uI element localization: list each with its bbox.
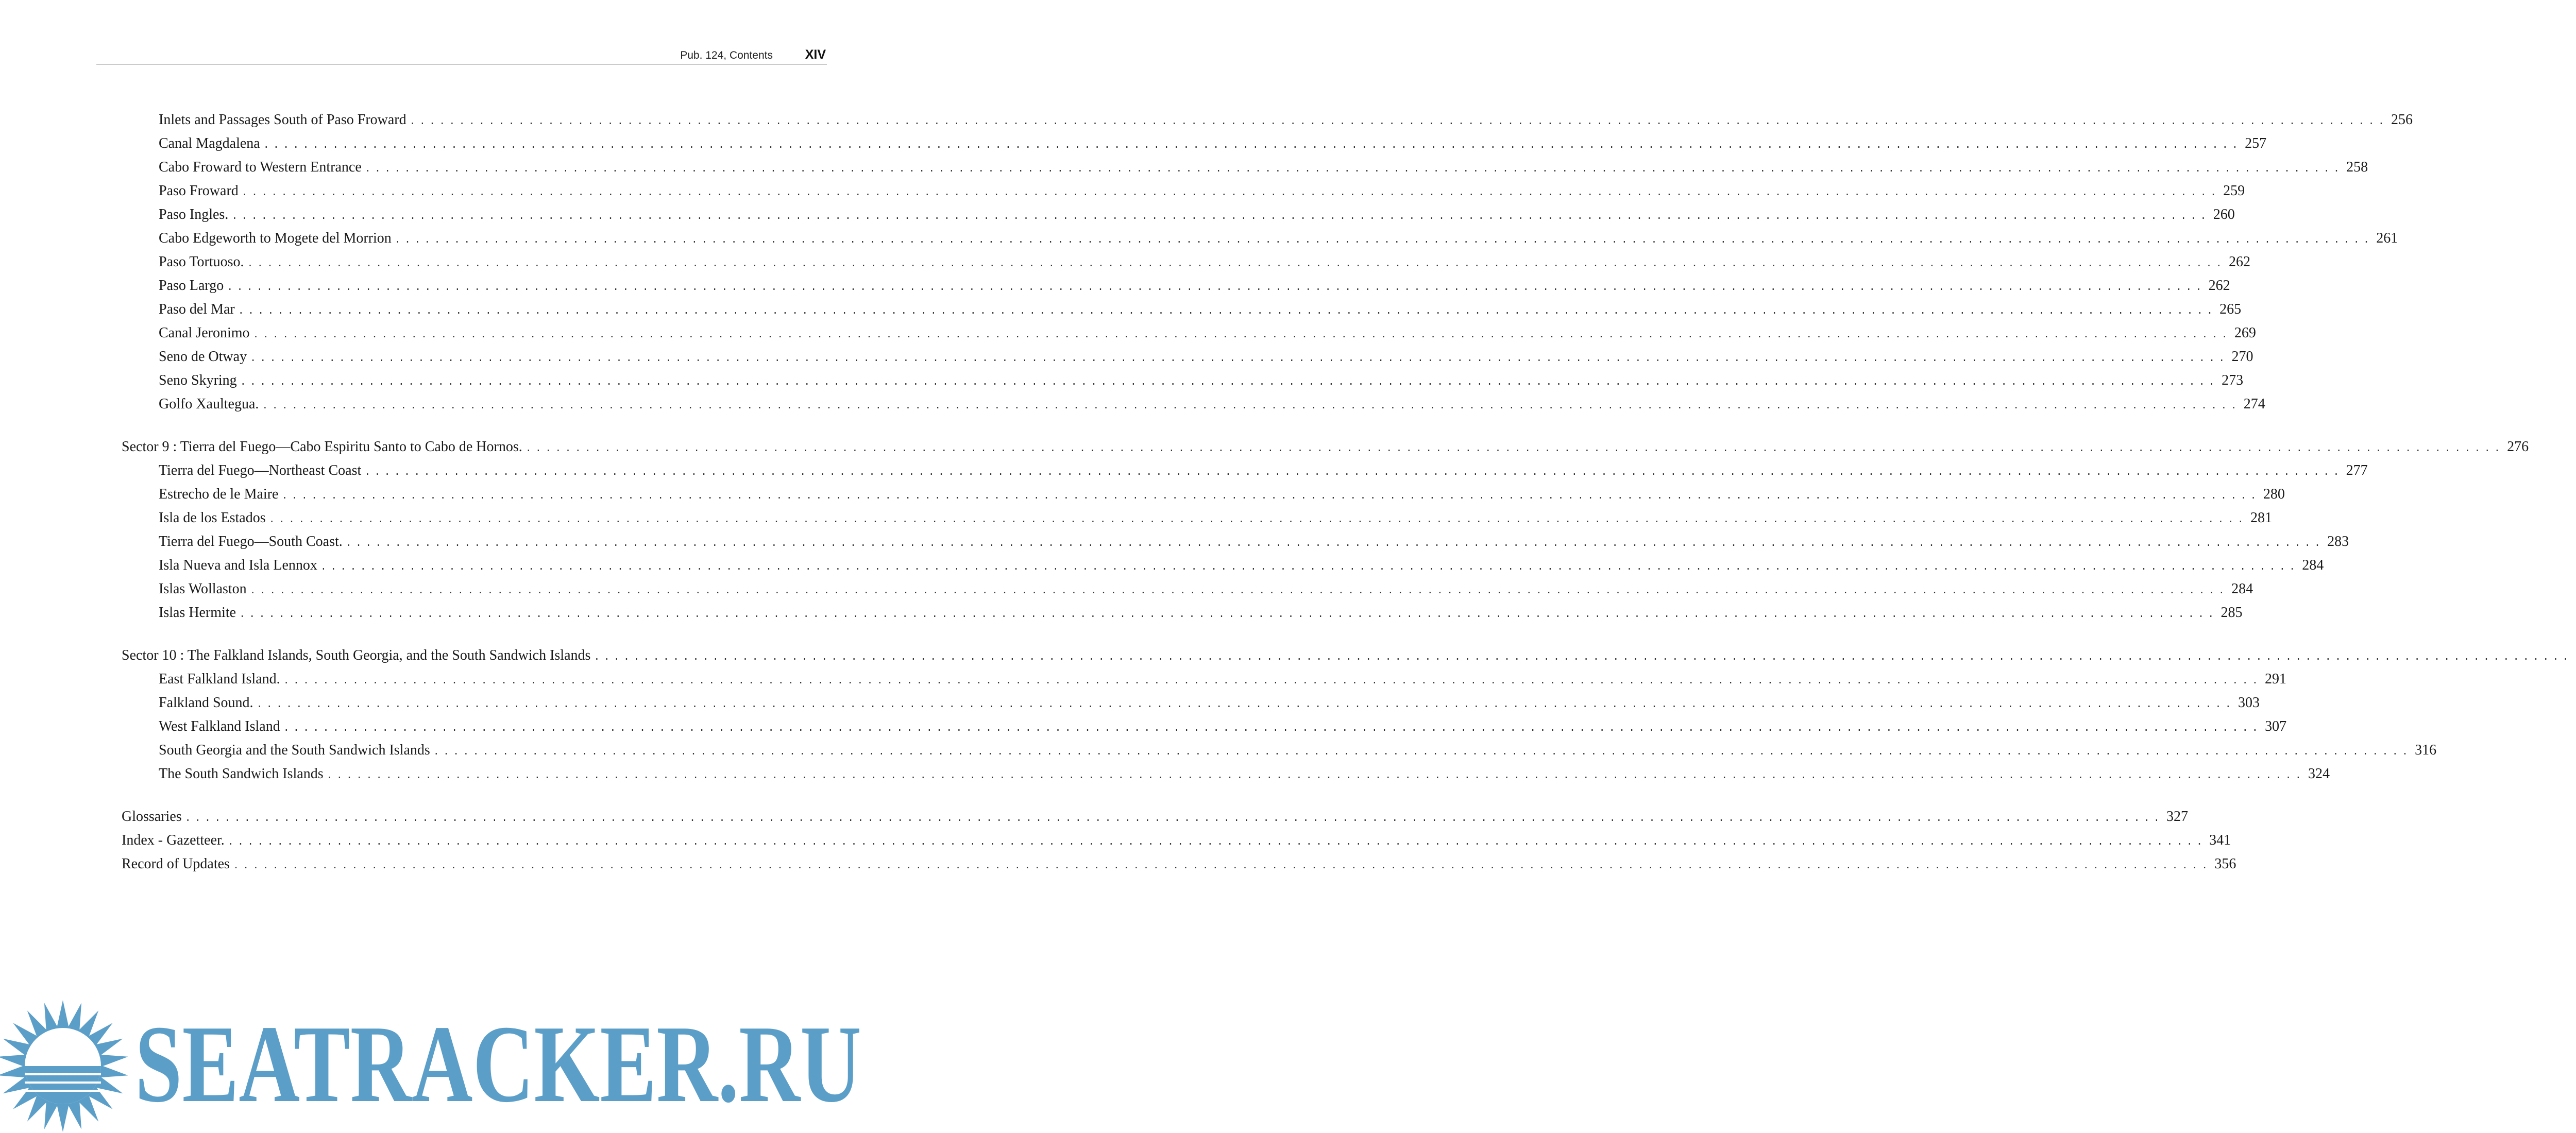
dot-leader: ........................................................................................................................................................................................................ — [263, 140, 2242, 151]
toc-entry-title: Isla de los Estados — [159, 510, 266, 526]
toc-entry-page: 285 — [2221, 605, 2243, 621]
dot-leader: ........................................................................................................................................................................................................ — [247, 258, 2226, 270]
dot-leader: ........................................................................................................................................................................................................ — [364, 163, 2344, 175]
dot-leader: ........................................................................................................................................................................................................ — [281, 490, 2260, 502]
toc-entry[interactable] — [122, 108, 2413, 132]
toc-entry[interactable] — [122, 483, 2285, 506]
toc-entry-title: Index - Gazetteer. — [122, 832, 225, 848]
dot-leader: ........................................................................................................................................................................................................ — [240, 376, 2219, 388]
toc-entry-page: 316 — [2415, 742, 2437, 758]
toc-entry-page: 284 — [2302, 557, 2324, 573]
dot-leader: ........................................................................................................................................................................................................ — [283, 723, 2262, 734]
toc-entry-page: 283 — [2327, 534, 2349, 550]
toc-entry-title: South Georgia and the South Sandwich Islands — [159, 742, 430, 758]
dot-leader: ........................................................................................................................................................................................................ — [409, 116, 2388, 128]
toc-section-entry[interactable] — [122, 644, 2572, 667]
dot-leader: ........................................................................................................................................................................................................ — [231, 211, 2210, 222]
toc-entry-title: Seno de Otway — [159, 349, 247, 365]
toc-entry-page: 327 — [2166, 809, 2189, 825]
dot-leader: ........................................................................................................................................................................................................ — [239, 609, 2218, 621]
toc-entry[interactable] — [122, 132, 2267, 156]
toc-entry-page: 262 — [2228, 254, 2250, 270]
toc-entry-page: 303 — [2238, 695, 2260, 711]
toc-entry-title: Paso Ingles. — [159, 207, 229, 222]
dot-leader: ........................................................................................................................................................................................................ — [249, 585, 2229, 597]
toc-section-entry[interactable] — [122, 805, 2189, 829]
toc-entry-title: The South Sandwich Islands — [159, 766, 324, 782]
toc-section-entry[interactable] — [122, 852, 2236, 876]
toc-section-entry[interactable] — [122, 435, 2529, 459]
toc-entry-page: 261 — [2376, 230, 2398, 246]
toc-entry-page — [2572, 644, 2576, 667]
toc-entry-title: Paso Tortuoso. — [159, 254, 244, 270]
toc-entry-page: 276 — [2507, 439, 2529, 455]
toc-entry-page: 259 — [2223, 183, 2245, 199]
dot-leader: ........................................................................................................................................................................................................ — [238, 305, 2217, 317]
dot-leader: ........................................................................................................................................................................................................ — [250, 353, 2229, 365]
dot-leader: ........................................................................................................................................................................................................ — [252, 329, 2231, 341]
toc-entry-title: Paso del Mar — [159, 301, 235, 317]
toc-entry-title: Isla Nueva and Isla Lennox — [159, 557, 317, 573]
toc-entry-title: Islas Wollaston — [159, 581, 247, 597]
dot-leader: ........................................................................................................................................................................................................ — [256, 699, 2235, 711]
dot-leader: ........................................................................................................................................................................................................ — [227, 282, 2206, 294]
dot-leader: ........................................................................................................................................................................................................ — [594, 651, 2572, 663]
dot-leader: ........................................................................................................................................................................................................ — [232, 860, 2212, 872]
toc-entry[interactable] — [122, 667, 2287, 691]
dot-leader: ........................................................................................................................................................................................................ — [394, 234, 2374, 246]
toc-entry[interactable] — [122, 739, 2437, 762]
toc-entry-page: 270 — [2231, 349, 2253, 365]
toc-entry-title: Canal Jeronimo — [159, 325, 250, 341]
toc-entry-title: Sector 10 : The Falkland Islands, South Georgia, and the South Sandwich Islands — [122, 647, 591, 663]
toc-entry-title: Tierra del Fuego—South Coast. — [159, 534, 343, 550]
toc-entry[interactable] — [122, 298, 2242, 321]
toc-entry[interactable] — [122, 554, 2324, 577]
toc-entry[interactable] — [122, 203, 2235, 227]
toc-entry-page: 257 — [2245, 135, 2267, 151]
toc-entry-page: 277 — [2346, 462, 2368, 478]
toc-entry[interactable] — [122, 392, 2265, 416]
watermark-logo — [0, 1004, 876, 1133]
toc-entry-page: 256 — [2391, 112, 2413, 128]
toc-entry-page: 273 — [2222, 372, 2244, 388]
toc-entry-page: 324 — [2308, 766, 2330, 782]
dot-leader: ........................................................................................................................................................................................................ — [283, 675, 2262, 687]
dot-leader: ........................................................................................................................................................................................................ — [262, 400, 2241, 412]
toc-entry[interactable] — [122, 459, 2368, 483]
publication-reference: Pub. 124, Contents — [680, 49, 773, 61]
toc-entry[interactable] — [122, 227, 2398, 250]
toc-entry[interactable] — [122, 577, 2253, 601]
dot-leader: ........................................................................................................................................................................................................ — [320, 561, 2299, 573]
toc-entry-page: 258 — [2346, 159, 2368, 175]
toc-entry-title: Tierra del Fuego—Northeast Coast — [159, 462, 362, 478]
toc-entry-title: Canal Magdalena — [159, 135, 260, 151]
toc-entry-title: Golfo Xaultegua. — [159, 396, 259, 412]
toc-entry-page: 262 — [2208, 278, 2230, 294]
dot-leader: ........................................................................................................................................................................................................ — [227, 836, 2207, 848]
toc-entry-page: 356 — [2214, 856, 2236, 872]
toc-entry-title: East Falkland Island. — [159, 671, 280, 687]
dot-leader: ........................................................................................................................................................................................................ — [525, 443, 2504, 455]
toc-entry[interactable] — [122, 156, 2368, 179]
toc-entry-page: 307 — [2265, 718, 2287, 734]
dot-leader: ........................................................................................................................................................................................................ — [241, 187, 2221, 199]
toc-entry-title: West Falkland Island — [159, 718, 280, 734]
toc-entry-page: 260 — [2213, 207, 2235, 222]
page-header — [96, 47, 827, 64]
dot-leader: ........................................................................................................................................................................................................ — [268, 514, 2248, 526]
toc-entry-page: 274 — [2243, 396, 2265, 412]
toc-entry-title: Inlets and Passages South of Paso Froward — [159, 112, 406, 128]
toc-entry[interactable] — [122, 179, 2245, 203]
toc-entry[interactable] — [122, 530, 2349, 554]
toc-entry[interactable] — [122, 715, 2287, 739]
toc-entry[interactable] — [122, 762, 2330, 786]
toc-entry[interactable] — [122, 601, 2243, 625]
watermark-text: SEATRACKER.RU — [135, 1002, 861, 1125]
toc-entry-page: 284 — [2231, 581, 2253, 597]
toc-entry-title: Paso Largo — [159, 278, 224, 294]
toc-entry[interactable] — [122, 691, 2260, 715]
toc-entry-title: Record of Updates — [122, 856, 230, 872]
dot-leader: ........................................................................................................................................................................................................ — [364, 467, 2343, 478]
toc-entry-page: 265 — [2219, 301, 2242, 317]
toc-entry[interactable] — [122, 345, 2253, 369]
toc-entry-page: 291 — [2265, 671, 2287, 687]
toc-entry-title: Estrecho de le Maire — [159, 486, 279, 502]
toc-entry-title: Islas Hermite — [159, 605, 236, 621]
toc-entry[interactable] — [122, 369, 2244, 392]
toc-entry-page: 341 — [2209, 832, 2231, 848]
toc-entry-title: Cabo Froward to Western Entrance — [159, 159, 362, 175]
page-number: XIV — [805, 47, 826, 62]
toc-entry[interactable] — [122, 321, 2256, 345]
toc-entry-page: 280 — [2263, 486, 2285, 502]
table-of-contents — [122, 108, 2572, 876]
toc-entry[interactable] — [122, 506, 2273, 530]
toc-entry-title: Sector 9 : Tierra del Fuego—Cabo Espiritu Santo to Cabo de Hornos. — [122, 439, 522, 455]
toc-entry-title: Falkland Sound. — [159, 695, 253, 711]
sun-icon — [0, 1000, 128, 1132]
toc-entry[interactable] — [122, 250, 2250, 274]
toc-section-entry[interactable] — [122, 829, 2231, 852]
dot-leader: ........................................................................................................................................................................................................ — [326, 770, 2306, 782]
toc-entry-title: Cabo Edgeworth to Mogete del Morrion — [159, 230, 392, 246]
toc-entry[interactable] — [122, 274, 2230, 298]
dot-leader: ........................................................................................................................................................................................................ — [433, 746, 2412, 758]
toc-entry-page: 281 — [2250, 510, 2273, 526]
toc-entry-title: Glossaries — [122, 809, 182, 825]
toc-entry-title: Seno Skyring — [159, 372, 237, 388]
dot-leader: ........................................................................................................................................................................................................ — [345, 538, 2325, 550]
dot-leader: ........................................................................................................................................................................................................ — [184, 813, 2164, 825]
toc-entry-page: 269 — [2234, 325, 2256, 341]
toc-entry-title: Paso Froward — [159, 183, 239, 199]
